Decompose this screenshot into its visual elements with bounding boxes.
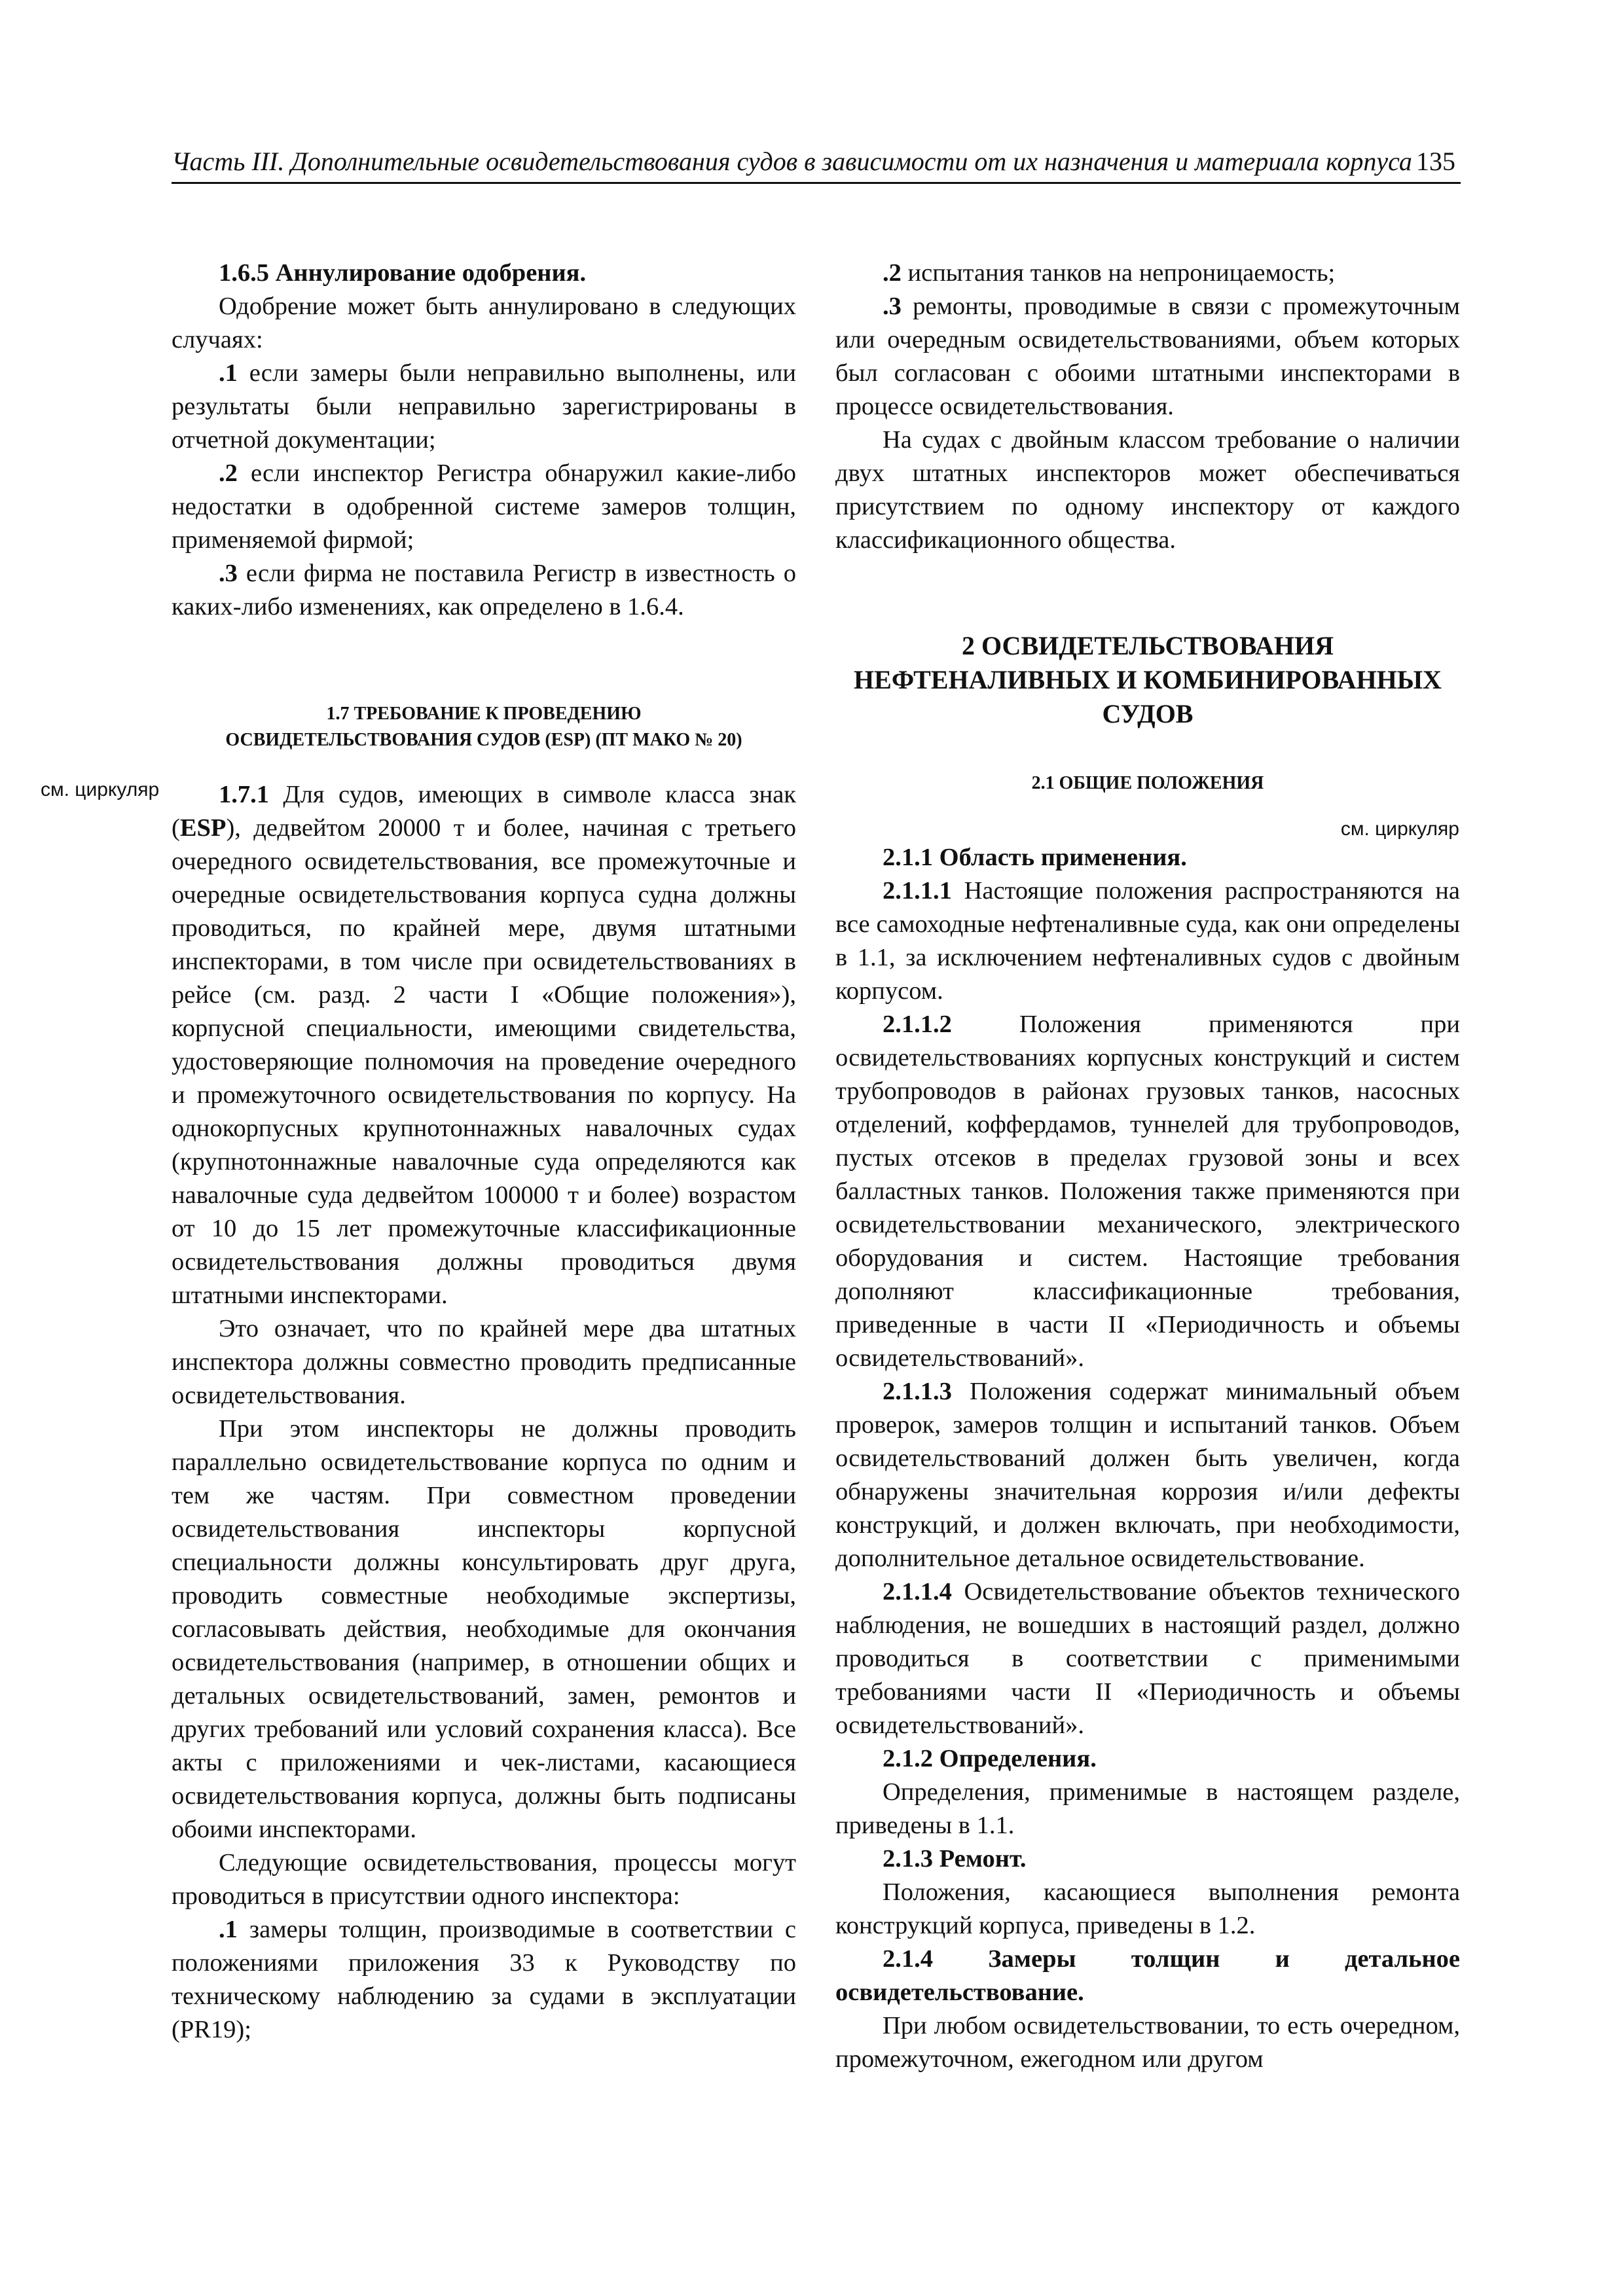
list-item: .2 испытания танков на непроницаемость;: [883, 259, 1336, 287]
running-header: [172, 143, 1461, 184]
list-item: .1 если замеры были неправильно выполнены, или результаты были неправильно зарегистрированы в отчетной документации;: [172, 359, 797, 454]
page-number: 135: [1416, 147, 1455, 176]
paragraph: Одобрение может быть аннулировано в следующих случаях:: [172, 293, 796, 353]
paragraph: При этом инспекторы не должны проводить параллельно освидетельствование корпуса по одним и тем же частям. При совместном проведении освидетельствования инспекторы корпусной специальности должны консультировать друг друга, проводить совместные необходимые экспертизы, согласовывать действия, необходимые для окончания освидетельствования (например, в отношении общих и детальных освидетельствований, замен, ремонтов и других требований или условий сохранения класса). Все акты с приложениями и чек-листами, касающиеся освидетельствования корпуса, должны быть подписаны обоими инспекторами.: [172, 1415, 796, 1843]
paragraph: Это означает, что по крайней мере два штатных инспектора должны совместно проводить предписанные освидетельствования.: [172, 1315, 796, 1409]
list-item: .3 если фирма не поставила Регистр в известность о каких-либо изменениях, как определено в 1.6.4.: [172, 560, 796, 620]
heading-2-1-4: 2.1.4 Замеры толщин и детальное освидетельствование.: [835, 1945, 1460, 2006]
heading-2-1-1: 2.1.1 Область применения.: [883, 844, 1187, 871]
paragraph: Положения, касающиеся выполнения ремонта конструкций корпуса, приведены в 1.2.: [835, 1878, 1460, 1939]
heading-2-1-2: 2.1.2 Определения.: [883, 1745, 1097, 1772]
heading-1-6-5: 1.6.5 Аннулирование одобрения.: [219, 259, 587, 287]
paragraph-2-1-1-4: 2.1.1.4 Освидетельствование объектов технического наблюдения, не вошедших в настоящий раздел, должно проводиться в соответствии с применимыми требованиями части II «Периодичность и объемы освидетельствований».: [835, 1578, 1460, 1739]
circular-note-left: см. циркуляр: [41, 779, 160, 800]
header-title: Часть III. Дополнительные освидетельствования судов в зависимости от их назначения и материала корпуса: [172, 147, 1412, 176]
paragraph-2-1-1-3: 2.1.1.3 Положения содержат минимальный объем проверок, замеров толщин и испытаний танков. Объем освидетельствований должен быть увеличен, когда обнаружены значительная коррозия и/или дефекты конструкций, и должен включать, при необходимости, дополнительное детальное освидетельствование.: [835, 1378, 1461, 1572]
chapter-heading-2: 2 ОСВИДЕТЕЛЬСТВОВАНИЯ НЕФТЕНАЛИВНЫХ И КОМБИНИРОВАННЫХ СУДОВ: [854, 631, 1442, 728]
left-column: [172, 257, 796, 2047]
section-heading-2-1: 2.1 ОБЩИЕ ПОЛОЖЕНИЯ: [1031, 773, 1264, 793]
paragraph-2-1-1-2: 2.1.1.2 Положения применяются при освидетельствованиях корпусных конструкций и систем трубопроводов в районах грузовых танков, насосных отделений, коффердамов, туннелей для трубопроводов, пустых отсеков в пределах грузовой зоны и всех балластных танков. Положения также применяются при освидетельствовании механического, электрического оборудования и систем. Настоящие требования дополняют классификационные требования, приведенные в части II «Периодичность и объемы освидетельствований».: [835, 1011, 1460, 1372]
paragraph: На судах с двойным классом требование о наличии двух штатных инспекторов может обеспечиваться присутствием по одному инспектору от каждого классификационного общества.: [835, 426, 1460, 554]
paragraph: Определения, применимые в настоящем разделе, приведены в 1.1.: [835, 1778, 1460, 1839]
paragraph: Следующие освидетельствования, процессы могут проводиться в присутствии одного инспектора:: [172, 1849, 796, 1910]
heading-2-1-3: 2.1.3 Ремонт.: [883, 1845, 1027, 1873]
paragraph: При любом освидетельствовании, то есть очередном, промежуточном, ежегодном или другом: [835, 2012, 1460, 2073]
list-item: .1 замеры толщин, производимые в соответствии с положениями приложения 33 к Руководству по техническому наблюдению за судами в эксплуатации (PR19);: [172, 1916, 797, 2043]
list-item: .2 если инспектор Регистра обнаружил какие-либо недостатки в одобренной системе замеров толщин, применяемой фирмой;: [172, 459, 796, 554]
circular-note-right: см. циркуляр: [1340, 818, 1459, 840]
paragraph-2-1-1-1: 2.1.1.1 Настоящие положения распространяются на все самоходные нефтеналивные суда, как они определены в 1.1, за исключением нефтеналивных судов с двойным корпусом.: [835, 877, 1460, 1005]
section-heading-1-7: 1.7 ТРЕБОВАНИЕ К ПРОВЕДЕНИЮ ОСВИДЕТЕЛЬСТВОВАНИЯ СУДОВ (ESP) (ПТ МАКО № 20): [225, 704, 742, 750]
list-item: .3 ремонты, проводимые в связи с промежуточным или очередным освидетельствованиями, объем которых был согласован с обоими штатными инспекторами в процессе освидетельствования.: [835, 293, 1460, 420]
right-column: [835, 257, 1460, 2076]
paragraph-1-7-1: 1.7.1 Для судов, имеющих в символе класса знак (ESP), дедвейтом 20000 т и более, начиная с третьего очередного освидетельствования, все промежуточные и очередные освидетельствования корпуса судна должны проводиться, по крайней мере, двумя штатными инспекторами, в том числе при освидетельствованиях в рейсе (см. разд. 2 части I «Общие положения»), корпусной специальности, имеющими свидетельства, удостоверяющие полномочия на проведение очередного и промежуточного освидетельствования по корпусу. На однокорпусных крупнотоннажных навалочных судах (крупнотоннажные навалочные суда определяются как навалочные суда дедвейтом 100000 т и более) возрастом от 10 до 15 лет промежуточные классификационные освидетельствования должны проводиться двумя штатными инспекторами.: [172, 781, 796, 1309]
